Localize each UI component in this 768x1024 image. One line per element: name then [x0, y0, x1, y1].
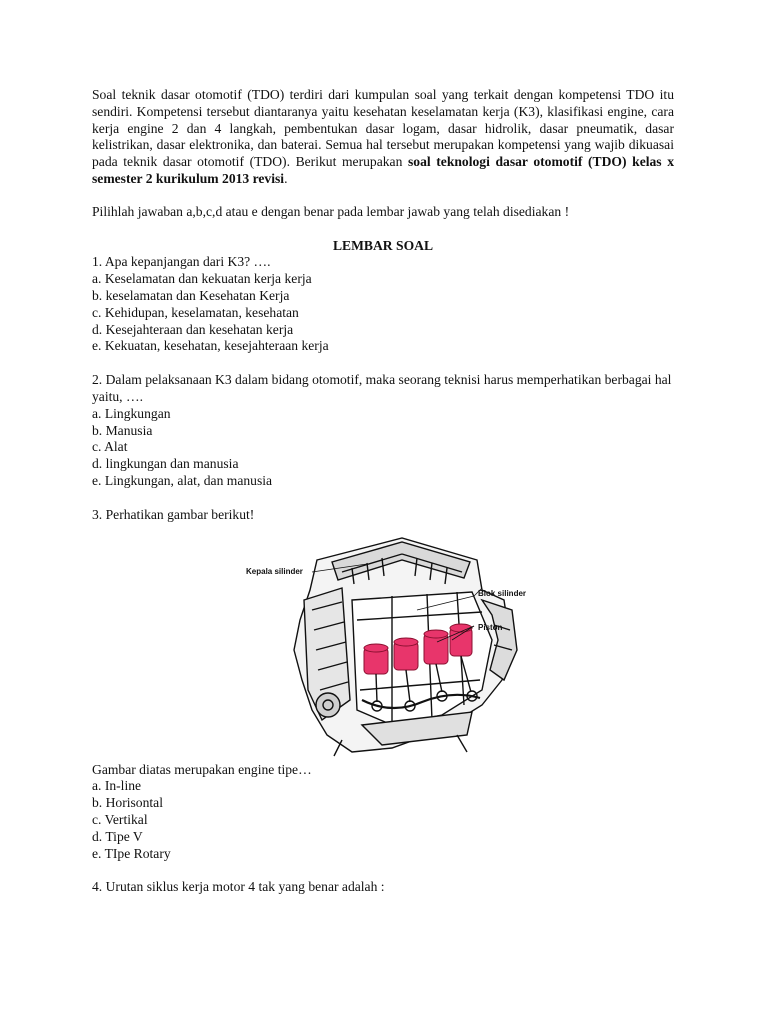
q2-option-d: d. lingkungan dan manusia: [92, 456, 239, 472]
q2-option-c: c. Alat: [92, 439, 128, 455]
q2-option-e: e. Lingkungan, alat, dan manusia: [92, 472, 273, 488]
section-title: LEMBAR SOAL: [332, 237, 434, 253]
intro-bold-text: soal teknologi dasar otomotif (TDO) kelas x semester 2 kurikulum 2013 revisi: [92, 154, 675, 186]
q3-option-d: d. Tipe V: [92, 828, 143, 844]
intro-text: Soal teknik dasar otomotif (TDO) terdiri dari kumpulan soal yang terkait dengan kompetensi TDO itu sendiri. Kompetensi tersebut diantaranya yaitu kesehatan keselamatan kerja (K3), klasifikasi engine, cara kerja engine 2 dan 4 langkah, pembentukan dasar logam, dasar hidrolik, dasar pneumatik, dasar kelistrikan, dasar elektronika, dan baterai. Semua hal tersebut merupakan kompetensi yang wajib dikuasai pada teknik dasar otomotif (TDO). Berikut merupakan: [92, 87, 674, 170]
q1-option-d: d. Kesejahteraan dan kesehatan kerja: [92, 321, 294, 337]
q1-option-c: c. Kehidupan, keselamatan, kesehatan: [92, 304, 299, 320]
question-1: 1. Apa kepanjangan dari K3? ….: [92, 254, 271, 270]
question-2: 2. Dalam pelaksanaan K3 dalam bidang otomotif, maka seorang teknisi harus memperhatikan berbagai hal yaitu, ….: [92, 372, 672, 404]
intro-paragraph: [92, 87, 674, 188]
q2-option-a: a. Lingkungan: [92, 405, 171, 421]
label-kepala-silinder: Kepala silinder: [246, 566, 303, 576]
q1-option-b: b. keselamatan dan Kesehatan Kerja: [92, 287, 290, 303]
label-piston: Piston: [478, 622, 503, 632]
label-blok-silinder: Blok silinder: [478, 588, 527, 598]
q1-option-a: a. Keselamatan dan kekuatan kerja kerja: [92, 271, 312, 287]
engine-diagram: [242, 530, 542, 760]
question-3-follow: Gambar diatas merupakan engine tipe…: [92, 761, 312, 777]
q2-option-b: b. Manusia: [92, 422, 153, 438]
q1-option-e: e. Kekuatan, kesehatan, kesejahteraan kerja: [92, 338, 329, 354]
instruction-text: Pilihlah jawaban a,b,c,d atau e dengan benar pada lembar jawab yang telah disediakan !: [92, 203, 570, 219]
q3-option-c: c. Vertikal: [92, 811, 148, 827]
engine-figure-container: [92, 530, 674, 762]
intro-end: .: [284, 170, 288, 186]
q3-option-e: e. TIpe Rotary: [92, 845, 171, 861]
document-page: [92, 87, 674, 896]
q3-option-b: b. Horisontal: [92, 795, 163, 811]
question-3: 3. Perhatikan gambar berikut!: [92, 506, 255, 522]
q3-option-a: a. In-line: [92, 778, 142, 794]
question-4: 4. Urutan siklus kerja motor 4 tak yang benar adalah :: [92, 879, 385, 895]
